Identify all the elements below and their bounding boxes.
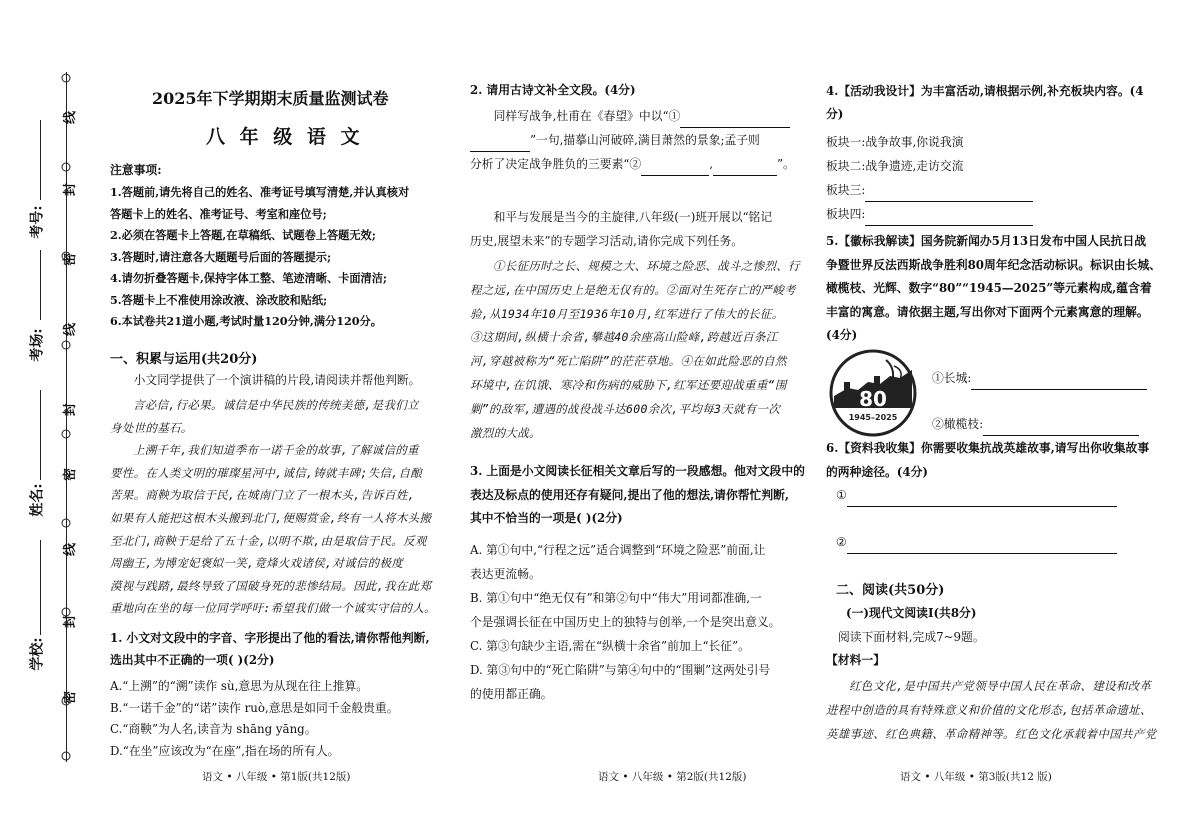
question-5-stem: 5.【徽标我解读】国务院新闻办5月13日发布中国人民抗日战 [826,234,1147,248]
option-d: D. 第③句中的“死亡陷阱”与第④句中的“围剿”这两处引号 [470,663,771,677]
notice-item: 2.必须在答题卡上答题,在草稿纸、试题卷上答题无效; [110,228,376,242]
activity-line: 和平与发展是当今的主旋律,八年级(一)班开展以“铭记 [493,210,773,224]
question-5-stem: 丰富的寓意。请依据主题,写出你对下面两个元素寓意的理解。 [826,304,1149,319]
page-footer: 语文 • 八年级 • 第3版(共12 版) [900,771,1052,783]
q6-answer-1 [836,485,1136,507]
binding-char: 密 [63,690,79,705]
passage-line: 验,从1934年10月至1936年10月,红军进行了伟大的长征。 [470,306,784,321]
speech-line: 重地向在坐的每一位同学呼吁:希望我们做一个诚实守信的人。 [110,601,436,616]
answer-blank-great-wall[interactable] [971,375,1147,390]
passage-line: 环境中,在饥饿、寒冷和伤病的威胁下,红军还要迎战重重“围 [470,377,787,392]
option-a: A.“上溯”的“溯”读作 sù,意思为从现在往上推算。 [110,679,369,693]
speech-line: 漠视与践踏,最终导致了国破身死的悲惨结局。因此,我在此郑 [110,578,432,593]
answer-blank-block4[interactable] [865,211,1033,226]
option-a: A. 第①句中,“行程之远”适合调整到“环境之险恶”前面,让 [470,543,766,557]
kaohao-field[interactable] [40,120,41,200]
long-march-passage [470,255,810,445]
speech-line: 言必信,行必果。诚信是中华民族的传统美德,是我们立 [133,398,419,412]
section-1-intro: 小文同学提供了一个演讲稿的片段,请阅读并帮他判断。 [133,373,421,387]
binding-ticks [60,72,72,762]
q2-line3: 分析了决定战争胜负的三要素“② [470,157,642,171]
speech-line: 上溯千年,我们知道季布一诺千金的故事,了解诚信的重 [133,443,419,458]
option-d: D.“在坐”应该改为“在座”,指在场的所有人。 [110,743,340,758]
anniversary-logo [828,348,918,438]
q5-a-label: ①长城: [932,371,972,385]
notice-list [110,182,460,333]
question-3-stem: 其中不恰当的一项是( )(2分) [470,511,623,525]
passage-line: ③这期间,纵横十余省,攀越40余座高山险峰,跨越近百条江 [470,330,778,345]
page-footer: 语文 • 八年级 • 第2版(共12版) [598,771,747,783]
question-4-stem: 分) [826,107,844,121]
exam-subtitle: 八 年 级 语 文 [206,126,364,148]
name-field[interactable] [40,390,41,480]
block-item: 板块一:战争故事,你说我演 [826,135,964,149]
speech-line: 如果有人能把这根木头搬到北门,便赐赏金,终有一人将木头搬 [110,510,432,525]
question-1-stem: 选出其中不正确的一项( )(2分) [110,652,275,667]
school-label: 学校: [29,637,46,671]
answer-blank-2a[interactable] [641,161,709,176]
answer-blank-1b[interactable] [470,137,530,152]
passage-line: 激烈的大战。 [470,425,541,440]
exam-title: 2025年下学期期末质量监测试卷 [152,89,389,108]
kaochang-label: 考场: [29,328,46,362]
speech-line: 苦果。商鞅为取信于民,在城南门立了一根木头,告诉百姓, [110,488,415,503]
block-item: 板块三: [826,183,866,197]
material-line: 红色文化,是中国共产党领导中国人民在革命、建设和改革 [849,679,1152,693]
binding-char: 封 [63,182,79,197]
q5-b-label: ②橄榄枝: [932,417,984,431]
binding-char: 封 [63,614,79,629]
passage-line: 程之远,在中国历史上是绝无仅有的。②面对生死存亡的严峻考 [470,282,796,297]
binding-char: 线 [63,542,79,557]
question-2-body [470,104,810,176]
answer-blank-q6-1[interactable] [847,492,1117,507]
passage-line: 河,穿越被称为“死亡陷阱”的茫茫草地。④在如此险恶的自然 [470,354,787,369]
option-b: B. 第①句中“绝无仅有”和第②句中“伟大”用词都准确,一 [470,591,762,605]
binding-char: 线 [63,110,79,125]
question-2-title: 2. 请用古诗文补全文段。(4分) [470,83,636,97]
blocks-list [826,130,1166,226]
question-3-stem: 3. 上面是小文阅读长征相关文章后写的一段感想。他对文段中的 [470,464,805,478]
notice-item: 5.答题卡上不准使用涂改液、涂改胶和贴纸; [110,292,328,307]
speech-text [110,394,460,620]
material-line: 进程中创造的具有特殊意义和价值的文化形态,包括革命遗址、 [826,703,1152,717]
answer-blank-olive[interactable] [983,421,1139,436]
option-b-cont: 个是强调长征在中国历史上的独特与创举,一个是突出意义。 [470,615,781,629]
notice-item: 答题卡上的姓名、准考证号、考室和座位号; [110,206,327,221]
question-4 [826,80,1166,126]
speech-line: 身处世的基石。 [110,420,193,435]
question-6-stem: 的两种途径。(4分) [826,464,928,479]
question-6 [826,437,1166,484]
notice-item: 6.本试卷共21道小题,考试时量120分钟,满分120分。 [110,314,382,328]
option-c: C.“商鞅”为人名,读音为 shāng yāng。 [110,722,317,736]
answer-blank-q6-2[interactable] [847,539,1117,554]
binding-char: 封 [63,402,79,417]
option-c: C. 第③句缺少主语,需在“纵横十余省”前加上“长征”。 [470,639,750,653]
kaohao-label: 考号: [29,205,46,239]
question-1-options [110,676,460,762]
binding-char: 线 [63,322,79,337]
material-1-text [826,674,1166,746]
activity-intro [470,205,810,253]
option-d-cont: 的使用都正确。 [470,687,553,701]
q2-line1: 同样写战争,杜甫在《春望》中以“① [493,109,681,123]
block-item: 板块四: [826,207,866,221]
q5-olive [932,414,1162,436]
binding-char: 密 [63,252,79,267]
speech-line: 至北门,商鞅于是给了五十金,以明不欺,由是取信于民。反观 [110,533,427,548]
question-5-stem: (4分) [826,328,858,342]
block-item: 板块二:战争遗迹,走访交流 [826,159,964,173]
question-4-stem: 4.【活动我设计】为丰富活动,请根据示例,补充板块内容。(4 [826,84,1144,98]
q2-line2: ”一句,描摹山河破碎,满目萧然的景象;孟子则 [530,133,760,147]
question-1 [110,628,460,671]
section-2-heading: 二、阅读(共50分) [836,583,945,598]
notice-item: 3.答题时,请注意各大题题号后面的答题提示; [110,249,332,264]
question-3 [470,460,810,531]
material-label: 【材料一】 [826,653,885,667]
section-1-heading: 一、积累与运用(共20分) [110,352,258,367]
q6-b-label: ② [836,535,847,549]
question-6-stem: 6.【资料我收集】你需要收集抗战英雄故事,请写出你收集故事 [826,441,1150,455]
page-footer: 语文 • 八年级 • 第1版(共12版) [202,771,351,783]
binding-strip [0,0,90,837]
question-5-stem: 橄榄枝、光辉、数字“80”“1945—2025”等元素构成,蕴含着 [826,281,1152,295]
notice-title: 注意事项: [110,163,162,177]
logo-number: 80 [859,387,887,411]
option-a-cont: 表达更流畅。 [470,567,541,581]
option-b: B.“一诺千金”的“诺”读作 ruò,意思是如同千金般贵重。 [110,700,399,715]
answer-blank-2b[interactable] [713,161,777,176]
material-line: 英雄事迹、红色典籍、革命精神等。红色文化承载着中国共产党 [826,727,1157,741]
speech-line: 要性。在人类文明的璀璨星河中,诚信,铸就丰碑;失信,自酿 [110,465,423,480]
name-label: 姓名: [29,483,46,517]
passage-line: ①长征历时之长、规模之大、环境之险恶、战斗之惨烈、行 [493,259,800,273]
answer-blank-1[interactable] [680,113,790,128]
question-5 [826,230,1166,348]
question-3-stem: 表达及标点的使用还存有疑问,提出了他的想法,请你帮忙判断, [470,487,790,502]
activity-line: 历史,展望未来”的专题学习活动,请你完成下列任务。 [470,234,744,248]
q6-a-label: ① [836,488,847,502]
binding-char: 密 [63,467,79,482]
passage-line: 剿”的敌军,遭遇的战役战斗达600余次,平均每3天就有一次 [470,401,781,416]
answer-blank-block3[interactable] [865,187,1033,202]
notice-item: 4.请勿折叠答题卡,保持字体工整、笔迹清晰、卡面清洁; [110,271,388,285]
kaochang-field[interactable] [40,250,41,320]
q2-comma: , [709,157,713,171]
q5-great-wall [932,368,1162,390]
speech-line: 周幽王,为博宠妃褒姒一笑,竟烽火戏诸侯,对诚信的极度 [110,556,404,571]
question-1-stem: 1. 小文对文段中的字音、字形提出了他的看法,请你帮他判断, [110,631,430,645]
q6-answer-2 [836,532,1136,554]
reading-intro: 阅读下面材料,完成7~9题。 [838,630,985,644]
logo-years: 1945–2025 [848,413,898,422]
subsection-heading: (一)现代文阅读Ⅰ(共8分) [846,606,977,620]
school-field[interactable] [40,540,41,635]
notice-item: 1.答题前,请先将自己的姓名、准考证号填写清楚,并认真核对 [110,185,410,199]
question-5-stem: 争暨世界反法西斯战争胜利80周年纪念活动标识。标识由长城、 [826,257,1161,272]
question-3-options [470,538,810,706]
q2-end: ”。 [776,157,795,171]
